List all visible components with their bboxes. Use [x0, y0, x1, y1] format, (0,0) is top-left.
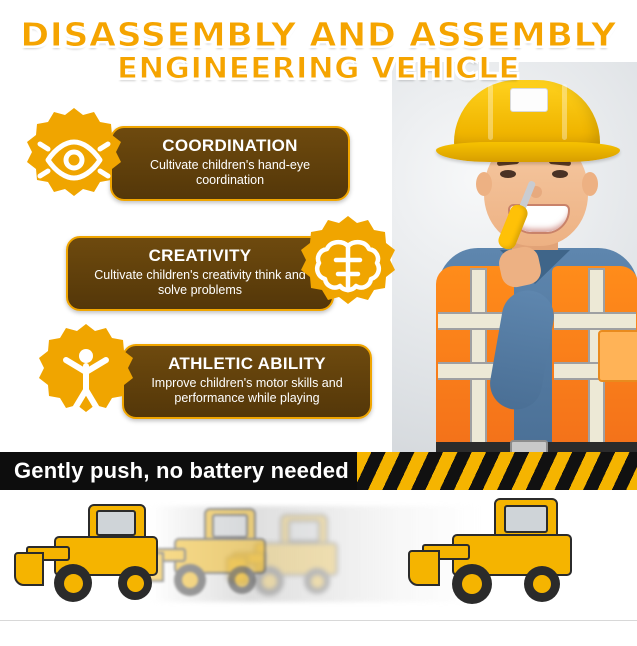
hard-hat-rib-left — [488, 84, 493, 140]
vest-stripe-vertical-left — [470, 268, 487, 454]
feature-coordination-body: Cultivate children's hand-eye coordination — [149, 158, 311, 188]
feature-coordination-bubble — [110, 126, 350, 201]
banner-text: Gently push, no battery needed — [14, 458, 349, 483]
toy-loader-right — [424, 498, 594, 608]
feature-athletic-body: Improve children's motor skills and performance while playing — [151, 376, 343, 406]
push-banner — [0, 452, 637, 490]
feature-creativity-body: Cultivate children's creativity think and solve problems — [94, 268, 306, 298]
title-line-1: DISASSEMBLY AND ASSEMBLY — [20, 15, 617, 54]
ear-left — [476, 172, 492, 196]
page-title — [0, 15, 637, 85]
eye-right — [552, 170, 568, 178]
toy-loader-left — [28, 502, 178, 606]
bottom-divider — [0, 620, 637, 621]
title-line-2: ENGINEERING VEHICLE — [116, 50, 521, 85]
hard-hat-brim — [436, 142, 620, 162]
hard-hat-rib-right — [562, 84, 567, 140]
hard-hat-badge — [510, 88, 548, 112]
model-photo — [392, 62, 637, 454]
vehicle-scene — [0, 490, 637, 620]
vest-pocket — [598, 330, 637, 382]
feature-athletic-ability — [30, 320, 343, 432]
feature-coordination-heading: COORDINATION — [162, 136, 298, 155]
feature-creativity-heading: CREATIVITY — [148, 246, 252, 265]
feature-creativity — [94, 212, 404, 324]
feature-coordination — [18, 104, 311, 216]
eye-icon — [18, 104, 130, 216]
feature-athletic-heading: ATHLETIC ABILITY — [168, 354, 326, 373]
eye-left — [500, 170, 516, 178]
vest-stripe-3 — [554, 312, 636, 330]
feature-athletic-bubble — [122, 344, 372, 419]
hazard-stripes — [357, 452, 637, 490]
ear-right — [582, 172, 598, 196]
brain-icon — [292, 212, 404, 324]
person-icon — [30, 320, 142, 432]
